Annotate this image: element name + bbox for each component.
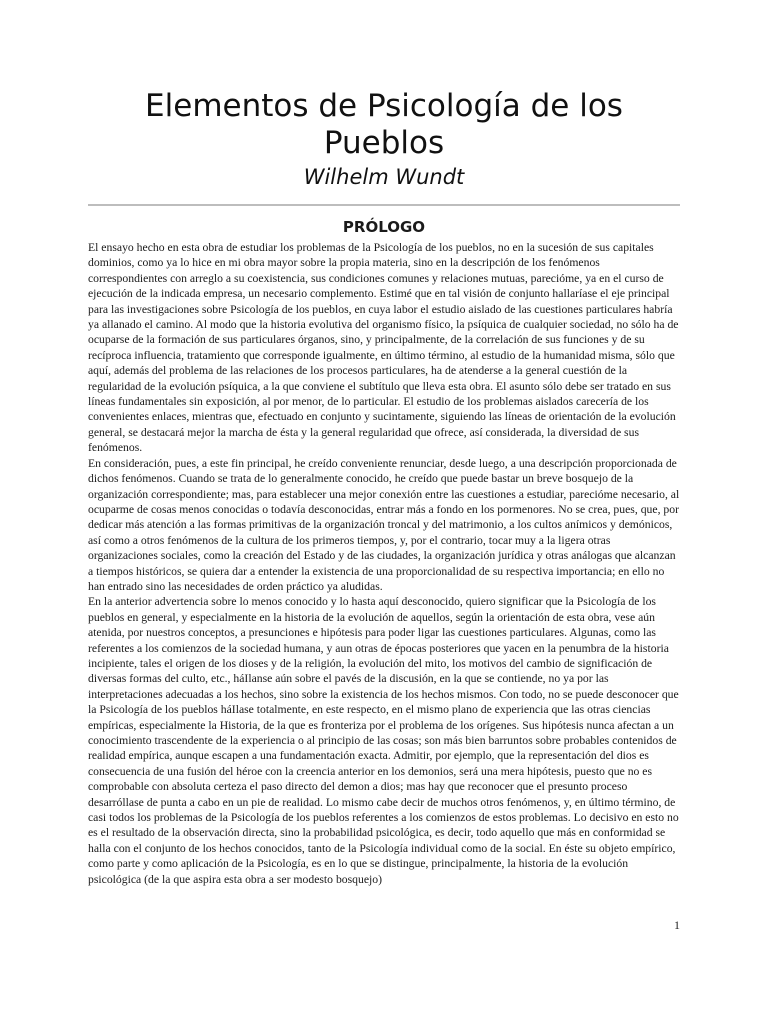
paragraph: En consideración, pues, a este fin principal, he creído conveniente renunciar, desde luego, a una descripción proporcionada de dichos fenómenos. Cuando se trata de lo generalmente conocido, he creído que puede bastar un breve bosquejo de la organización correspondiente; mas, para establecer una mejor conexión entre las cuestiones a estudiar, parecióme necesario, al ocuparme de cosas menos conocidas o todavía desconocidas, entrar más a fondo en los pormenores. No se crea, pues, que, por dedicar más atención a las formas primitivas de la organización troncal y del matrimonio, a los cultos anímicos y demónicos, así como a otros fenómenos de la cultura de los primeros tiempos, y, por el contrario, tocar muy a la ligera otras organizaciones sociales, como la creación del Estado y de las ciudades, la organización jurídica y otras análogas que alcanzan a tiempos históricos, se quiera dar a entender la existencia de una proporcionalidad de su respectiva importancia; en ello no han entrado sino las necesidades de orden práctico ya aludidas. <box>88 456 680 593</box>
document-body <box>88 240 680 887</box>
section-heading: PRÓLOGO <box>342 218 426 236</box>
document-title: Elementos de Psicología de los Pueblos <box>145 88 623 161</box>
document-author: Wilhelm Wundt <box>303 165 465 189</box>
paragraph: En la anterior advertencia sobre lo menos conocido y lo hasta aquí desconocido, quiero significar que la Psicología de los pueblos en general, y especialmente en la historia de la evolución de aquellos, según la orientación de esta obra, vese aún atenida, por nuestros conceptos, a presunciones e hipótesis para poder ligar las cuestiones particulares. Algunas, como las referentes a los comienzos de la sociedad humana, y aun otras de épocas posteriores que yacen en la penumbra de la historia incipiente, tales el origen de los dioses y de la religión, la evolución del mito, los motivos del cambio de significación de diversas formas del culto, etc., háIlanse aún sobre el pavés de la discusión, en la que se contiende, no ya por las interpretaciones adecuadas a los hechos, sino sobre la existencia de los hechos mismos. Con todo, no se puede desconocer que la Psicología de los pueblos háIlase totalmente, en este respecto, en el mismo plano de experiencia que las otras ciencias empíricas, especialmente la Historia, de la que es fronteriza por el problema de los orígenes. Sus hipótesis nunca afectan a un conocimiento trascendente de la experiencia o al principio de las cosas; son más bien barruntos sobre probables contenidos de realidad empírica, aunque escapen a una fundamentación exacta. Admitir, por ejemplo, que la representación del dios es consecuencia de una fusión del héroe con la creencia anterior en los demonios, será una mera hipótesis, puesto que no es comprobable con absoluta certeza el paso directo del demon a dios; mas hay que reconocer que el presunto proceso desarróllase de punta a cabo en un pie de realidad. Lo mismo cabe decir de muchos otros fenómenos, y, en último término, de casi todos los problemas de la Psicología de los pueblos referentes a los comienzos de estos problemas. Lo decisivo en esto no es el resultado de la observación directa, sino la probabilidad psicológica, es decir, todo aquello que más en conformidad se halla con el conjunto de los hechos conocidos, tanto de la Psicología individual como de la social. En éste su objeto empírico, como parte y como aplicación de la Psicología, es en lo que se distingue, principalmente, la historia de la evolución psicológica (de la que aspira esta obra a ser modesto bosquejo) <box>88 595 679 886</box>
paragraph: El ensayo hecho en esta obra de estudiar los problemas de la Psicología de los pueblos, no en la sucesión de sus capitales dominios, como ya lo hice en mi obra mayor sobre la propia materia, sino en la descripción de los fenómenos correspondientes con arreglo a su coexistencia, sus condiciones comunes y relaciones mutuas, parecióme, ya en el curso de ejecución de la indicada empresa, un necesario complemento. Estimé que en tal visión de conjunto hallaríase el eje principal para las investigaciones sobre Psicología de los pueblos, en cuya labor el estudio aislado de las cuestiones particulares habría ya allanado el camino. Al modo que la historia evolutiva del organismo físico, la psíquica de cualquier sociedad, no sólo ha de ocuparse de la formación de sus particulares órganos, sino, y principalmente, de la correlación de sus funciones y de su recíproca influencia, tratamiento que corresponde igualmente, en último término, al estudio de la humanidad misma, sólo que aquí, además del problema de las relaciones de los procesos particulares, ha de atenderse a la general cuestión de la regularidad de la evolución psíquica, a la que conviene el subtítulo que lleva esta obra. El asunto sólo debe ser tratado en sus líneas fundamentales sin exposición, al por menor, de lo particular. El estudio de los problemas aislados carecería de los convenientes enlaces, mientras que, efectuado en conjunto y sucintamente, siguiendo las líneas de orientación de la evolución general, se destacará mejor la marcha de ésta y la general regularidad que ofrece, así considerada, la diversidad de sus fenómenos. <box>88 241 679 455</box>
page-number: 1 <box>674 918 680 932</box>
title-divider <box>88 204 680 206</box>
